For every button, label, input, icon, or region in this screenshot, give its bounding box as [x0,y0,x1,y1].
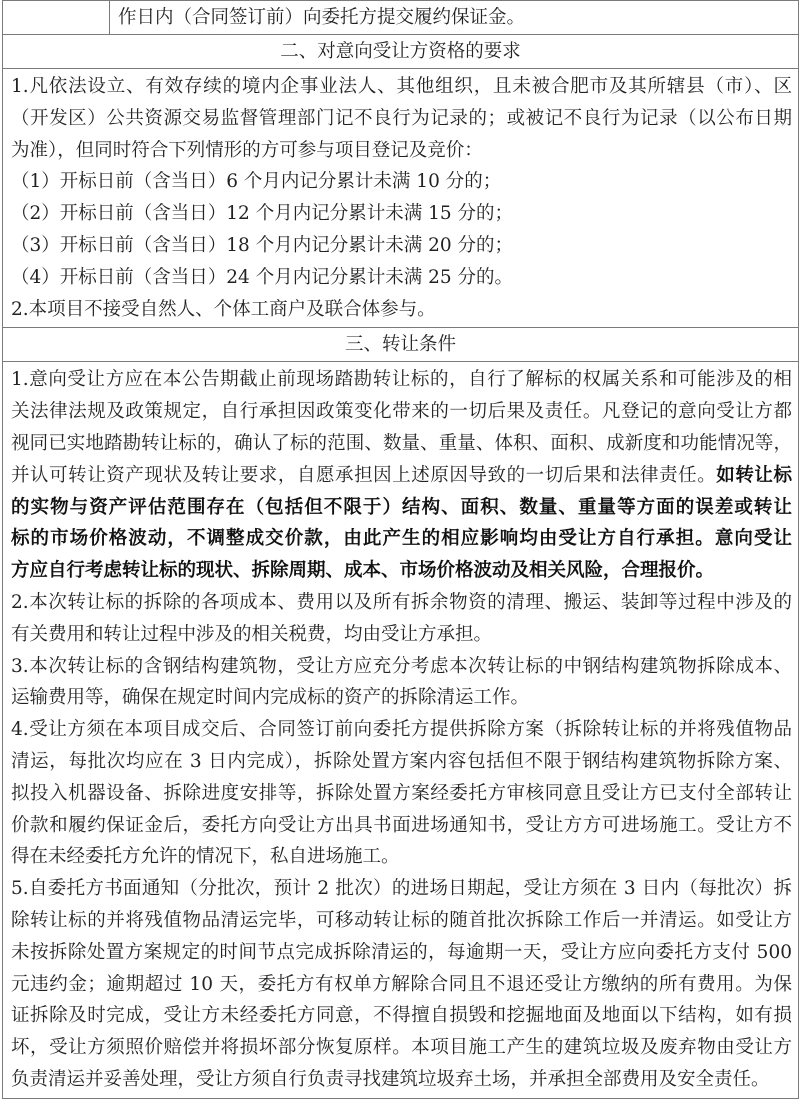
text-line: 价款和履约保证金后，委托方向受让方出具书面进场通知书，受让方方可进场施工。受让方不 [11,814,792,836]
text-line: 4.受让方须在本项目成交后、合同签订前向委托方提供拆除方案（拆除转让标的并将残值物品 [11,719,792,741]
paragraph [11,71,792,166]
paragraph [11,262,792,294]
paragraph [11,294,792,326]
paragraph [11,651,792,715]
text-line: 2.本项目不接受自然人、个体工商户及联合体参与。 [11,298,436,320]
text-line: 运输费用等，确保在规定时间内完成标的资产的拆除清运工作。 [11,687,530,709]
text-line: 1.凡依法设立、有效存续的境内企事业法人、其他组织，且未被合肥市及其所辖县（市）、区 [11,76,792,97]
bold-text: 的实物与资产评估范围存在（包括但不限于）结构、面积、数量、重量等方面的误差或转让 [11,496,792,518]
paragraph [11,198,792,230]
text-line: （4）开标日前（含当日）24 个月内记分累计未满 25 分的。 [11,266,513,288]
continuation-row [3,1,799,35]
text-line: （3）开标日前（含当日）18 个月内记分累计未满 20 分的； [11,234,513,256]
text-line: 视同已实地踏勘转让标的，确认了标的范围、数量、重量、体积、面积、成新度和功能情况等， [11,432,792,454]
text-line: 拟投入机器设备、拆除进度安排等，拆除处置方案经委托方审核同意且受让方已支付全部转让 [11,782,792,804]
paragraph [11,587,792,651]
text-line [11,460,792,492]
section-3-body [3,362,799,1098]
text-line: 为准），但同时符合下列情形的方可参与项目登记及竞价： [11,139,483,161]
paragraph [11,364,792,587]
paragraph [11,714,792,873]
text-line: 坏，受让方须照价赔偿并将损坏部分恢复原样。本项目施工产生的建筑垃圾及废弃物由受让方 [11,1037,792,1059]
text-line: 元违约金；逾期超过 10 天，委托方有权单方解除合同且不退还受让方缴纳的所有费用。为保 [11,973,792,995]
text-line: 1.意向受让方应在本公告期截止前现场踏勘转让标的，自行了解标的权属关系和可能涉及的相 [11,369,792,391]
paragraph [11,873,792,1096]
text-line: （1）开标日前（含当日）6 个月内记分累计未满 10 分的； [11,171,502,193]
section-2-body [3,69,799,328]
text-line: 2.本次转让标的拆除的各项成本、费用以及所有拆余物资的清理、搬运、装卸等过程中涉及的 [11,591,792,613]
bold-text: 如转让标 [716,464,792,486]
bold-text: 方应自行考虑转让标的现状、拆除周期、成本、市场价格波动及相关风险，合理报价。 [11,560,715,582]
bold-text: 标的市场价格波动，不调整成交价款，由此产生的相应影响均由受让方自行承担。意向受让 [11,528,792,550]
section-2-title: 二、对意向受让方资格的要求 [3,35,799,69]
text-line: （开发区）公共资源交易监督管理部门记不良行为记录的；或被记不良行为记录（以公布日期 [11,107,792,129]
text-line: 负责清运并妥善处理，受让方须自行负责寻找建筑垃圾弃土场，并承担全部费用及安全责任。 [11,1068,770,1090]
text-line: 证拆除及时完成，受让方未经委托方同意，不得擅自损毁和挖掘地面及地面以下结构，如有损 [11,1005,792,1027]
normal-text: 并认可转让资产现状及转让要求，自愿承担因上述原因导致的一切后果和法律责任。 [11,464,717,486]
text-line [11,492,792,524]
text-line: 未按拆除处置方案规定的时间节点完成拆除清运的，每逾期一天，受让方应向委托方支付 500 [11,941,792,963]
text-line [11,523,792,555]
text-line: 得在未经委托方允许的情况下，私自进场施工。 [11,846,400,868]
section-3-title: 三、转让条件 [3,328,799,362]
text-line: 有关费用和转让过程中涉及的相关税费，均由受让方承担。 [11,623,493,645]
text-line: 清运，每批次均应在 3 日内完成），拆除处置方案内容包括但不限于钢结构建筑物拆除方案、 [11,750,792,772]
document-table [2,0,799,1099]
text-line: 关法律法规及政策规定，自行承担因政策变化带来的一切后果及责任。凡登记的意向受让方都 [11,401,792,423]
text-line: 3.本次转让标的含钢结构建筑物，受让方应充分考虑本次转让标的中钢结构建筑物拆除成本、 [11,655,792,677]
text-line: （2）开标日前（含当日）12 个月内记分累计未满 15 分的； [11,203,513,225]
label-cell [3,1,110,35]
paragraph [11,166,792,198]
text-line: 5.自委托方书面通知（分批次，预计 2 批次）的进场日期起，受让方须在 3 日内（每批次）拆 [11,878,792,900]
text-line: 除转让标的并将残值物品清运完毕，可移动转让标的随首批次拆除工作后一并清运。如受让方 [11,909,792,931]
continuation-text: 作日内（合同签订前）向委托方提交履约保证金。 [110,1,799,35]
paragraph [11,230,792,262]
text-line [11,555,792,587]
